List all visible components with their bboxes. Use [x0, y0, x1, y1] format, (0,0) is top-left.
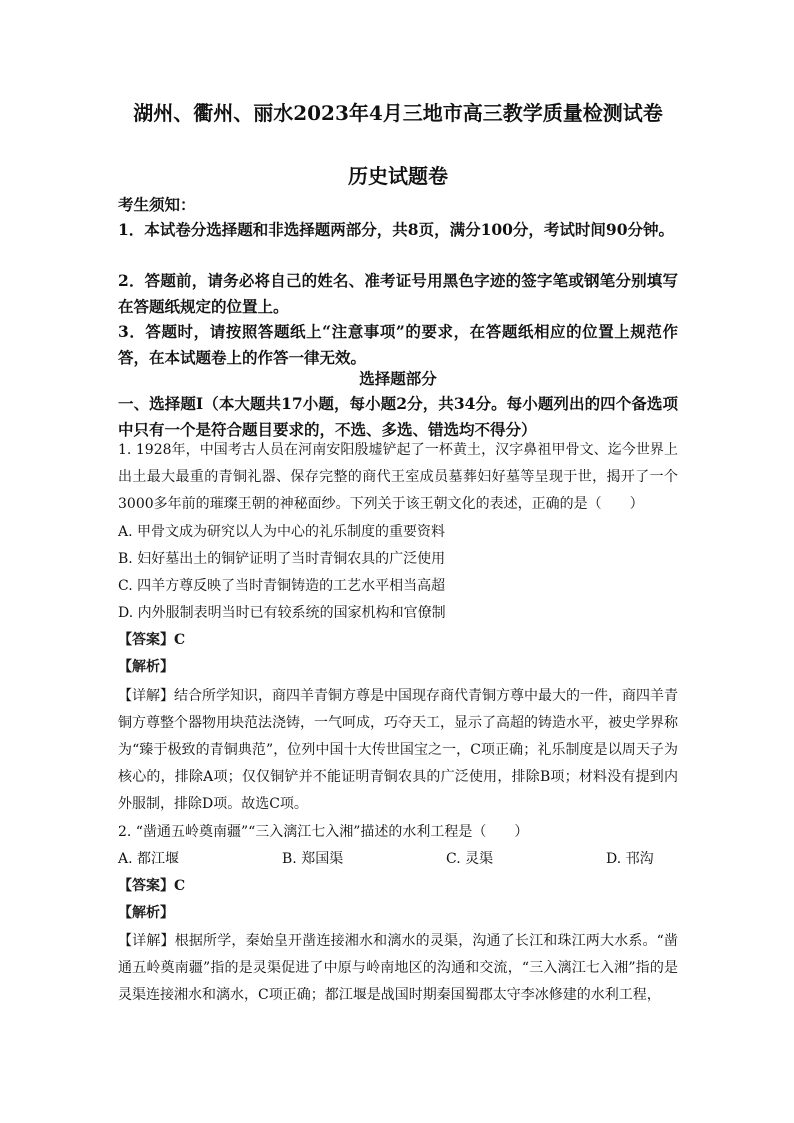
- question-1-option-a: A. 甲骨文成为研究以人为中心的礼乐制度的重要资料: [118, 524, 446, 540]
- page-subtitle: 历史试题卷: [348, 164, 448, 188]
- notice-item-3: 3．答题时，请按照答题纸上“注意事项”的要求，在答题纸相应的位置上规范作答，在本试题卷上的作答一律无效。: [118, 322, 678, 367]
- question-2-detail: 【详解】根据所学，秦始皇开凿连接湘水和漓水的灵渠，沟通了长江和珠江两大水系。“凿通五岭奠南疆”指的是灵渠促进了中原与岭南地区的沟通和交流，“三入漓江七入湘”指的是灵渠连接湘水和漓水，C项正确；都江堰是战国时期秦国蜀郡太守李冰修建的水利工程，: [118, 933, 678, 1003]
- notice-heading: 考生须知：: [118, 195, 196, 214]
- question-2-option-b: B. 郑国渠: [282, 851, 344, 867]
- question-1-analysis-label: 【解析】: [118, 659, 174, 675]
- section-instruction: 一、选择题Ⅰ（本大题共17小题，每小题2分，共34分。每小题列出的四个备选项中只有一个是符合题目要求的，不选、多选、错选均不得分）: [118, 394, 678, 439]
- question-1-option-c: C. 四羊方尊反映了当时青铜铸造的工艺水平相当高超: [118, 578, 446, 594]
- question-1-answer: 【答案】C: [118, 632, 186, 648]
- question-1-stem: 1. 1928年，中国考古人员在河南安阳殷墟铲起了一杯黄土，汉字鼻祖甲骨文、迄今世界上出土最大最重的青铜礼器、保存完整的商代王室成员墓葬妇好墓等呈现于世，揭开了一个3000多年前的璀璨王朝的神秘面纱。下列关于该王朝文化的表述，正确的是（ ）: [118, 442, 678, 512]
- question-1-detail: 【详解】结合所学知识，商四羊青铜方尊是中国现存商代青铜方尊中最大的一件，商四羊青铜方尊整个器物用块范法浇铸，一气呵成，巧夺天工，显示了高超的铸造水平，被史学界称为“臻于极致的青铜典范”，位列中国十大传世国宝之一，C项正确；礼乐制度是以周天子为核心的，排除A项；仅仅铜铲并不能证明青铜农具的广泛使用，排除B项；材料没有提到内外服制，排除D项。故选C项。: [118, 688, 678, 812]
- question-2-answer: 【答案】C: [118, 878, 186, 894]
- section-heading: 选择题部分: [359, 369, 437, 388]
- question-2-option-a: A. 都江堰: [118, 851, 180, 867]
- notice-item-2: 2．答题前，请务必将自己的姓名、准考证号用黑色字迹的签字笔或钢笔分别填写在答题纸规定的位置上。: [118, 271, 678, 316]
- question-2-analysis-label: 【解析】: [118, 905, 174, 921]
- question-1-option-d: D. 内外服制表明当时已有较系统的国家机构和官僚制: [118, 605, 446, 621]
- question-2-option-c: C. 灵渠: [446, 851, 494, 867]
- page-title: 湖州、衢州、丽水2023年4月三地市高三教学质量检测试卷: [133, 101, 663, 125]
- question-2-stem: 2. “凿通五岭奠南疆”“三入漓江七入湘”描述的水利工程是（ ）: [118, 824, 529, 840]
- question-1-option-b: B. 妇好墓出土的铜铲证明了当时青铜农具的广泛使用: [118, 551, 446, 567]
- notice-item-1: 1．本试卷分选择题和非选择题两部分，共8页，满分100分，考试时间90分钟。: [118, 220, 674, 239]
- question-2-option-d: D. 邗沟: [606, 851, 654, 867]
